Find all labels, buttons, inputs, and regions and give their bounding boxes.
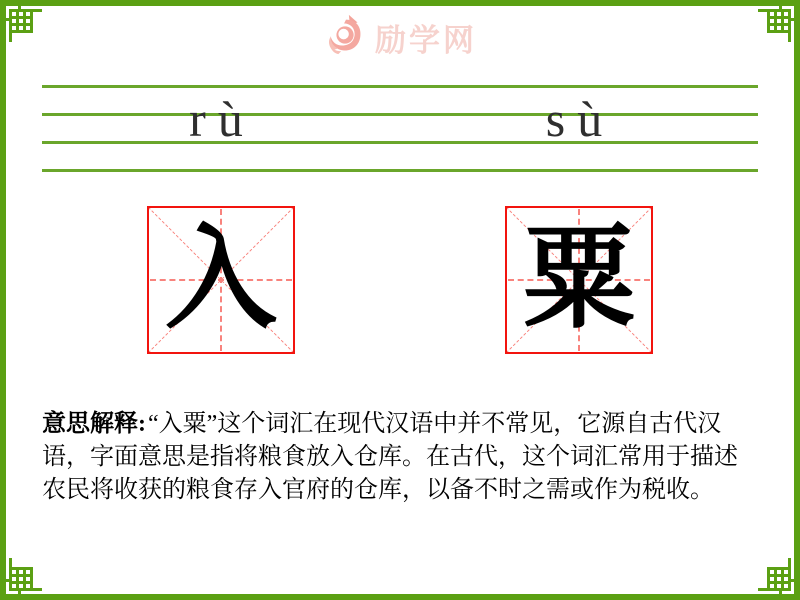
site-logo: [323, 12, 477, 63]
fox-swirl-icon: [323, 12, 369, 63]
hanzi-box-su: [505, 206, 653, 354]
lattice-corner-icon: [0, 0, 48, 48]
hanzi-su: 粟: [523, 218, 635, 342]
explanation-line: 农民将收获的粮食存入官府的仓库，以备不时之需或作为税收。: [42, 477, 714, 503]
hanzi-box-ru: [147, 206, 295, 354]
staff-line: [42, 85, 758, 88]
pinyin-ru: rù: [189, 91, 255, 147]
explanation-line: [42, 408, 762, 441]
meaning-explanation: [42, 408, 762, 507]
pinyin-staff: [42, 85, 758, 172]
staff-line: [42, 141, 758, 144]
lattice-corner-icon: [0, 552, 48, 600]
explanation-label: 意思解释:: [42, 411, 146, 437]
lattice-corner-icon: [752, 552, 800, 600]
site-name: 励学网: [375, 23, 477, 58]
explanation-text: “入粟”这个词汇在现代汉语中并不常见，它源自古代汉: [148, 411, 722, 437]
explanation-line: 语，字面意思是指将粮食放入仓库。在古代，这个词汇常用于描述: [42, 444, 738, 470]
staff-line: [42, 169, 758, 172]
lattice-corner-icon: [752, 0, 800, 48]
pinyin-su: sù: [545, 91, 615, 147]
staff-line: [42, 113, 758, 116]
hanzi-ru: 入: [165, 218, 277, 342]
